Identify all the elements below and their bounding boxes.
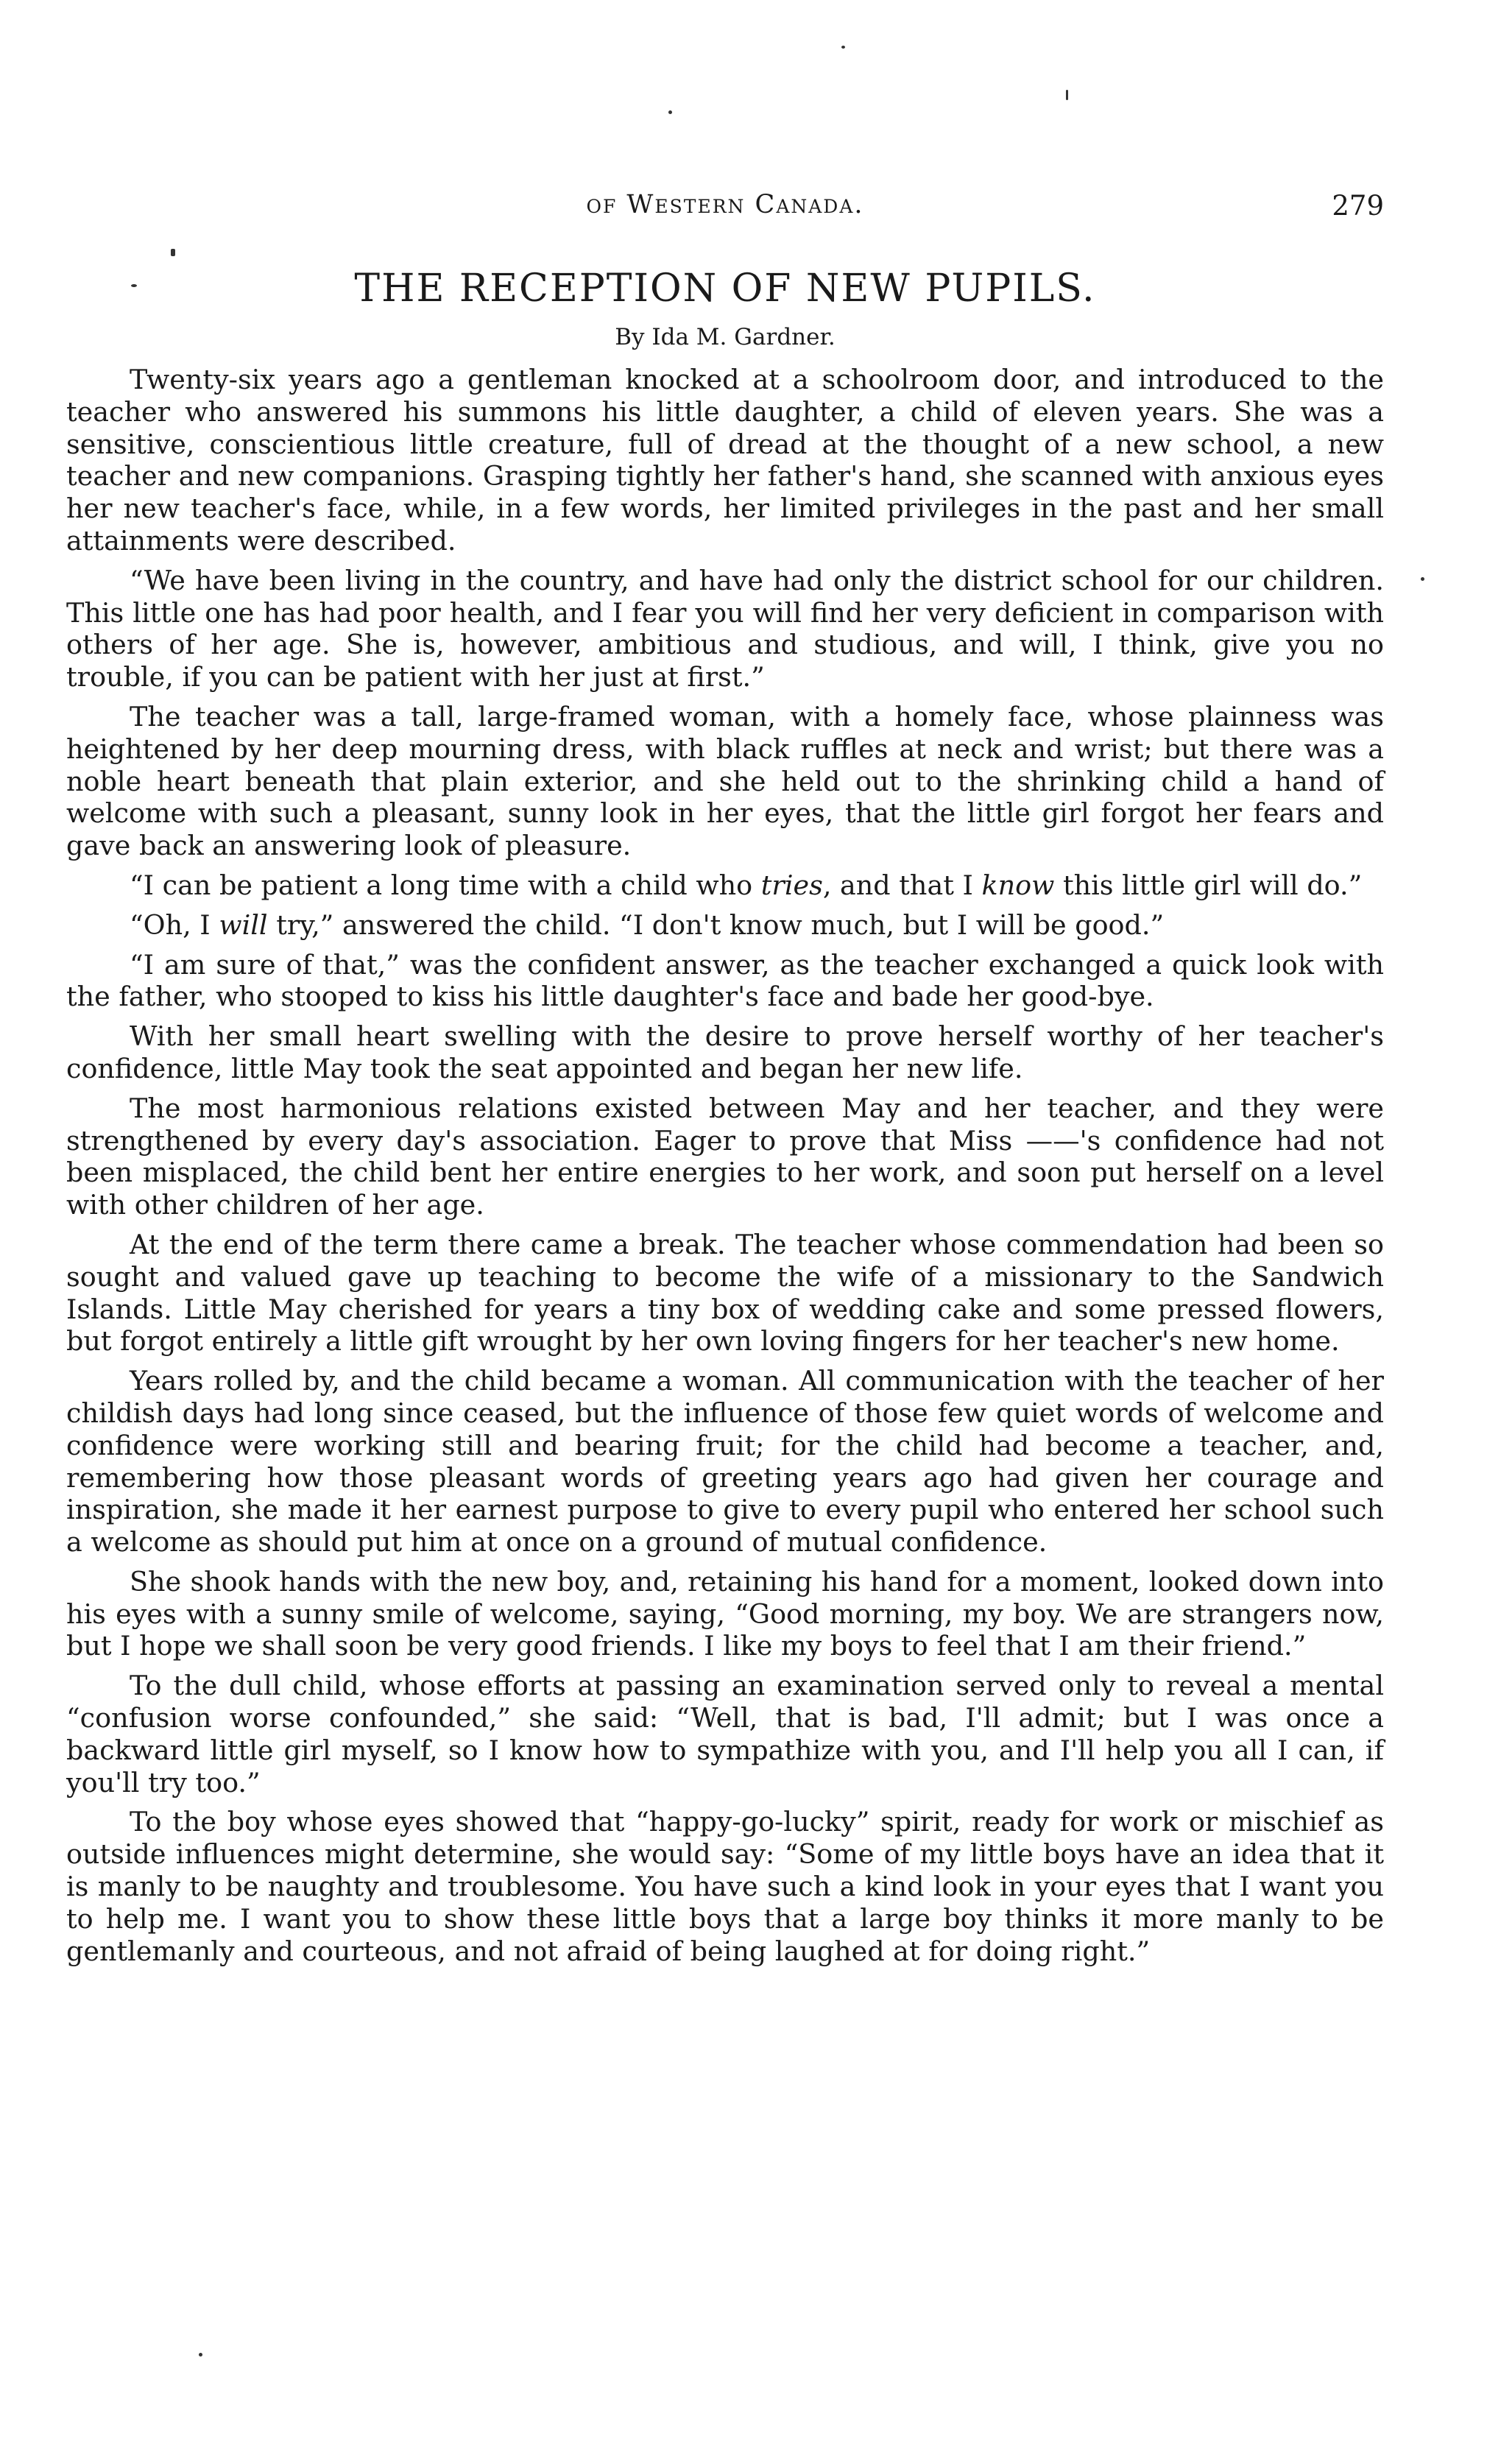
- text-run: With her small heart swelling with the desire to prove herself worthy of her teacher's confidence, little May took the seat appointed and began her new life.: [66, 1020, 1384, 1084]
- italic-word: know: [981, 869, 1055, 901]
- print-speck: [1421, 577, 1424, 581]
- text-run: The most harmonious relations existed between May and her teacher, and they were strengthened by every day's association. Eager to prove that Miss ——'s confidence had not been misplaced, the child bent her entire energies to her work, and soon put herself on a level with other children of her age.: [66, 1092, 1384, 1221]
- paragraph: [66, 565, 1384, 693]
- text-run: , and that I: [822, 869, 982, 901]
- print-speck: [171, 249, 175, 256]
- running-header: [66, 190, 1384, 234]
- text-run: “Oh, I: [130, 908, 219, 941]
- text-run: “We have been living in the country, and have had only the district school for our children. This little one has had poor health, and I fear you will find her very deficient in comparison with others of her age. She is, however, ambitious and studious, and will, I think, give you no trouble, if you can be patient with her just at first.”: [66, 564, 1384, 693]
- text-run: To the boy whose eyes showed that “happy-go-lucky” spirit, ready for work or mischief as outside influences might determine, she would say: “Some of my little boys have an idea that it is manly to be naughty and troublesome. You have such a kind look in your eyes that I want you to help me. I want you to show these little boys that a large boy thinks it more manly to be gentlemanly and courteous, and not afraid of being laughed at for doing right.”: [66, 1806, 1384, 1967]
- paragraph: [66, 1020, 1384, 1085]
- paragraph: [66, 869, 1384, 902]
- text-run: this little girl will do.”: [1054, 869, 1363, 901]
- paragraph: [66, 1092, 1384, 1221]
- article-body: [66, 364, 1384, 1974]
- text-run: At the end of the term there came a break. The teacher whose commendation had been so sought and valued gave up teaching to become the wife of a missionary to the Sandwich Islands. Little May cherished for years a tiny box of wedding cake and some pressed flowers, but forgot entirely a little gift wrought by her own loving fingers for her teacher's new home.: [66, 1228, 1384, 1358]
- paragraph: [66, 1229, 1384, 1358]
- running-title: of Western Canada.: [586, 190, 864, 219]
- paragraph: [66, 909, 1384, 942]
- text-run: Years rolled by, and the child became a woman. All communication with the teacher of her childish days had long since ceased, but the influence of those few quiet words of welcome and confidence were working still and bearing fruit; for the child had become a teacher, and, remembering how those pleasant words of greeting years ago had given her courage and inspiration, she made it her earnest purpose to give to every pupil who entered her school such a welcome as should put him at once on a ground of mutual confidence.: [66, 1365, 1384, 1558]
- paragraph: [66, 1566, 1384, 1662]
- text-run: To the dull child, whose efforts at passing an examination served only to reveal a mental “confusion worse confounded,” she said: “Well, that is bad, I'll admit; but I was once a backward little girl myself, so I know how to sympathize with you, and I'll help you all I can, if you'll try too.”: [66, 1670, 1384, 1798]
- text-run: “I am sure of that,” was the confident answer, as the teacher exchanged a quick look with the father, who stooped to kiss his little daughter's face and bade her good-bye.: [66, 948, 1384, 1013]
- italic-word: will: [219, 908, 268, 941]
- article-title: THE RECEPTION OF NEW PUPILS.: [354, 266, 1096, 311]
- page-number: 279: [1332, 190, 1384, 222]
- text-run: The teacher was a tall, large-framed woman, with a homely face, whose plainness was heightened by her deep mourning dress, with black ruffles at neck and wrist; but there was a noble heart beneath that plain exterior, and she held out to the shrinking child a hand of welcome with such a pleasant, sunny look in her eyes, that the little girl forgot her fears and gave back an answering look of pleasure.: [66, 700, 1384, 862]
- print-speck: [1066, 90, 1068, 100]
- text-run: She shook hands with the new boy, and, retaining his hand for a moment, looked down into his eyes with a sunny smile of welcome, saying, “Good morning, my boy. We are strangers now, but I hope we shall soon be very good friends. I like my boys to feel that I am their friend.”: [66, 1565, 1384, 1662]
- paragraph: [66, 1365, 1384, 1558]
- byline: By Ida M. Gardner.: [615, 324, 836, 350]
- text-run: “I can be patient a long time with a child who: [130, 869, 761, 901]
- print-speck: [668, 110, 672, 114]
- paragraph: [66, 701, 1384, 862]
- paragraph: [66, 1670, 1384, 1798]
- print-speck: [199, 2353, 202, 2357]
- paragraph: [66, 1806, 1384, 1967]
- paragraph: [66, 364, 1384, 557]
- print-speck: [841, 46, 845, 49]
- paragraph: [66, 949, 1384, 1014]
- italic-word: tries: [760, 869, 823, 901]
- text-run: try,” answered the child. “I don't know much, but I will be good.”: [267, 908, 1165, 941]
- text-run: Twenty-six years ago a gentleman knocked at a schoolroom door, and introduced to the teacher who answered his summons his little daughter, a child of eleven years. She was a sensitive, conscientious little creature, full of dread at the thought of a new school, a new teacher and new companions. Grasping tightly her father's hand, she scanned with anxious eyes her new teacher's face, while, in a few words, her limited privileges in the past and her small attainments were described.: [66, 364, 1384, 557]
